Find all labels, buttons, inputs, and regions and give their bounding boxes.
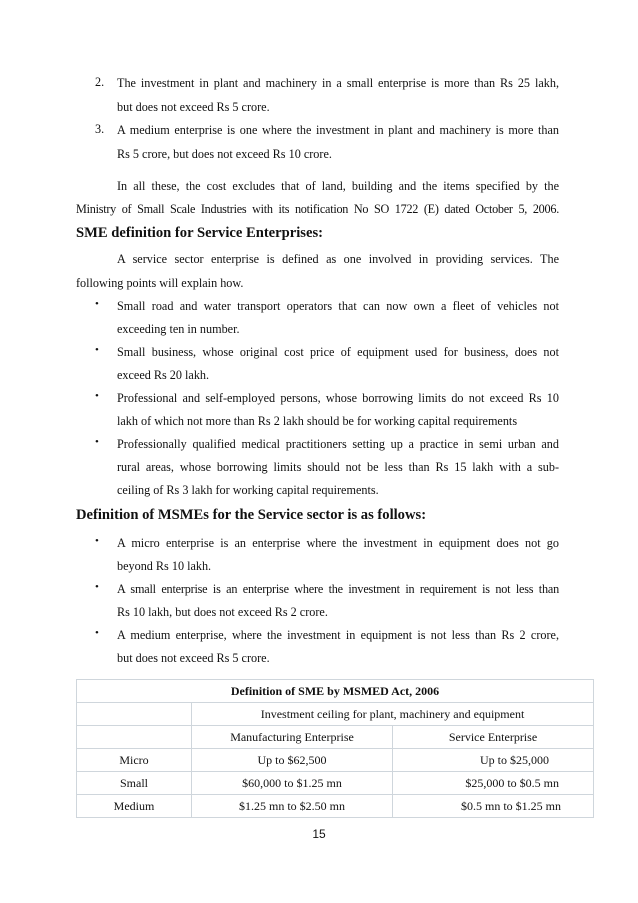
section-heading: Definition of MSMEs for the Service sector is as follows: xyxy=(76,507,427,523)
bullet-icon: • xyxy=(95,581,99,593)
table-title: Definition of SME by MSMED Act, 2006 xyxy=(77,680,594,703)
bullet-text: but does not exceed Rs 5 crore. xyxy=(117,651,270,665)
bullet-text: Small road and water transport operators that can now own a fleet of vehicles not xyxy=(117,299,559,313)
page-number: 15 xyxy=(312,827,326,841)
bullet-text: A small enterprise is an enterprise where the investment in requirement is not less than xyxy=(117,582,559,596)
table-row xyxy=(77,749,594,772)
bullet-icon: • xyxy=(95,627,99,639)
table-row xyxy=(77,772,594,795)
list-item-text: but does not exceed Rs 5 crore. xyxy=(117,100,270,114)
table-cell: $0.5 mn to $1.25 mn xyxy=(393,795,594,818)
table-col-header: Service Enterprise xyxy=(393,726,594,749)
table-cell: $60,000 to $1.25 mn xyxy=(192,772,393,795)
bullet-icon: • xyxy=(95,535,99,547)
row-label: Small xyxy=(77,772,192,795)
table-cell: Up to $25,000 xyxy=(393,749,594,772)
bullet-text: Small business, whose original cost price of equipment used for business, does not xyxy=(117,345,559,359)
bullet-text: exceed Rs 20 lakh. xyxy=(117,368,210,382)
bullet-text: exceeding ten in number. xyxy=(117,322,240,336)
row-label: Micro xyxy=(77,749,192,772)
paragraph-line: following points will explain how. xyxy=(76,276,244,290)
bullet-text: ceiling of Rs 3 lakh for working capital requirements. xyxy=(117,483,379,497)
sme-definition-table xyxy=(76,679,594,818)
bullet-text: A micro enterprise is an enterprise where the investment in equipment does not go xyxy=(117,536,559,550)
list-number: 2. xyxy=(95,75,105,89)
table-row xyxy=(77,795,594,818)
bullet-text: rural areas, whose borrowing limits should not be less than Rs 15 lakh with a sub- xyxy=(117,460,559,474)
bullet-icon: • xyxy=(95,436,99,448)
list-item-text: A medium enterprise is one where the investment in plant and machinery is more than xyxy=(117,123,559,137)
bullet-text: lakh of which not more than Rs 2 lakh should be for working capital requirements xyxy=(117,414,518,428)
paragraph-line: A service sector enterprise is defined as one involved in providing services. The xyxy=(117,252,559,266)
table-empty-cell xyxy=(77,703,192,726)
paragraph-line: In all these, the cost excludes that of land, building and the items specified by the xyxy=(117,179,559,193)
table-empty-cell xyxy=(77,726,192,749)
bullet-text: Professional and self-employed persons, whose borrowing limits do not exceed Rs 10 xyxy=(117,391,559,405)
table-cell: $1.25 mn to $2.50 mn xyxy=(192,795,393,818)
section-heading: SME definition for Service Enterprises: xyxy=(76,225,323,241)
list-item-text: The investment in plant and machinery in a small enterprise is more than Rs 25 lakh, xyxy=(117,76,559,90)
bullet-text: A medium enterprise, where the investment in equipment is not less than Rs 2 crore, xyxy=(117,628,559,642)
list-number: 3. xyxy=(95,122,105,136)
list-item-text: Rs 5 crore, but does not exceed Rs 10 crore. xyxy=(117,147,332,161)
bullet-text: Rs 10 lakh, but does not exceed Rs 2 crore. xyxy=(117,605,328,619)
table-col-header: Manufacturing Enterprise xyxy=(192,726,393,749)
bullet-text: beyond Rs 10 lakh. xyxy=(117,559,212,573)
table-cell: Up to $62,500 xyxy=(192,749,393,772)
bullet-icon: • xyxy=(95,298,99,310)
bullet-text: Professionally qualified medical practitioners setting up a practice in semi urban and xyxy=(117,437,559,451)
table-cell: $25,000 to $0.5 mn xyxy=(393,772,594,795)
paragraph-line: Ministry of Small Scale Industries with its notification No SO 1722 (E) dated October 5, 2006. xyxy=(76,202,559,216)
row-label: Medium xyxy=(77,795,192,818)
table-group-header: Investment ceiling for plant, machinery and equipment xyxy=(192,703,594,726)
bullet-icon: • xyxy=(95,390,99,402)
bullet-icon: • xyxy=(95,344,99,356)
